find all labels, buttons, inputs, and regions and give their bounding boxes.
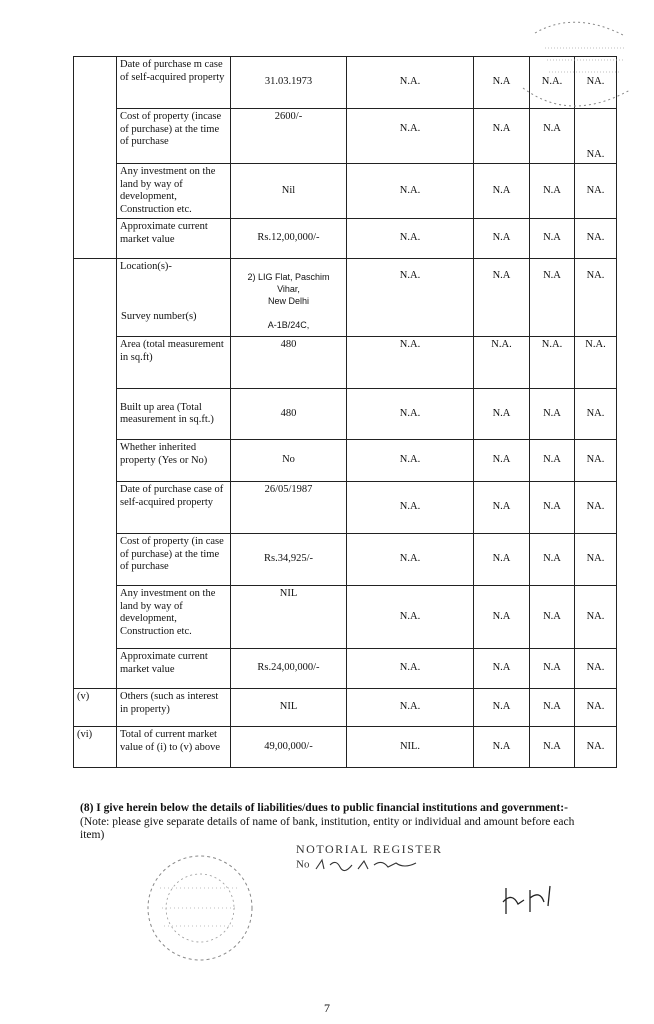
na-cell: N.A. [347, 219, 474, 259]
table-row [74, 649, 617, 689]
na-cell: N.A. [347, 482, 474, 534]
table-row [74, 440, 617, 482]
row-label: Approximate current market value [117, 649, 231, 689]
table-row [74, 259, 617, 337]
property-table [73, 56, 617, 768]
na-cell: N.A [474, 689, 530, 727]
location-line: New Delhi [267, 296, 309, 306]
na-cell: N.A [474, 482, 530, 534]
row-value: 31.03.1973 [231, 57, 347, 109]
na-cell: N.A [530, 440, 575, 482]
na-cell: NA. [575, 586, 617, 649]
na-cell: N.A [474, 164, 530, 219]
section-note: (Note: please give separate details of name of bank, institution, entity or individual and amount before each item) [80, 815, 575, 841]
na-cell: N.A. [530, 57, 575, 109]
na-cell: N.A [530, 109, 575, 164]
na-cell: NA. [575, 57, 617, 109]
row-value: NIL [231, 586, 347, 649]
na-cell: N.A [474, 586, 530, 649]
row-value: 26/05/1987 [231, 482, 347, 534]
na-cell: N.A [530, 259, 575, 337]
na-cell: N.A. [347, 586, 474, 649]
row-label: Date of purchase case of self-acquired property [117, 482, 231, 534]
na-cell: N.A. [575, 337, 617, 389]
na-cell: N.A [530, 649, 575, 689]
na-cell: N.A. [530, 337, 575, 389]
na-cell: NA. [575, 109, 617, 164]
blank-cell [74, 57, 117, 259]
table-row [74, 586, 617, 649]
table-row [74, 482, 617, 534]
na-cell: N.A [530, 534, 575, 586]
na-cell: N.A. [347, 440, 474, 482]
na-cell: N.A [474, 649, 530, 689]
row-value: 2600/- [231, 109, 347, 164]
na-cell: N.A. [347, 534, 474, 586]
row-label: Any investment on the land by way of development, Construction etc. [117, 586, 231, 649]
na-cell: N.A [530, 482, 575, 534]
table-row [74, 727, 617, 768]
row-value: Rs.12,00,000/- [231, 219, 347, 259]
survey-number-label: Survey number(s) [121, 311, 197, 322]
na-cell: N.A [530, 727, 575, 768]
table-row [74, 389, 617, 440]
table-row [74, 164, 617, 219]
na-cell: N.A [474, 219, 530, 259]
notorial-register-title: NOTORIAL REGISTER [296, 842, 443, 856]
survey-number-value: A-1B/24C, [267, 320, 310, 330]
row-value: 480 [231, 389, 347, 440]
na-cell: NA. [575, 389, 617, 440]
na-cell: N.A [530, 689, 575, 727]
liabilities-section [80, 802, 600, 843]
location-label-cell [117, 259, 231, 337]
na-cell: NA. [575, 727, 617, 768]
row-label: Any investment on the land by way of development, Construction etc. [117, 164, 231, 219]
na-cell: N.A [474, 440, 530, 482]
table-row [74, 337, 617, 389]
row-label: Total of current market value of (i) to (v) above [117, 727, 231, 768]
na-cell: N.A [474, 259, 530, 337]
na-cell: N.A. [347, 689, 474, 727]
item-number: (vi) [74, 727, 117, 768]
handwritten-register-number [312, 857, 422, 873]
na-cell: N.A. [347, 109, 474, 164]
notary-stamp-top [505, 8, 645, 118]
na-cell: NA. [575, 219, 617, 259]
blank-cell [74, 259, 117, 689]
na-cell: NA. [575, 482, 617, 534]
na-cell: NA. [575, 440, 617, 482]
row-label: Cost of property (in case of purchase) at the time of purchase [117, 534, 231, 586]
row-label: Cost of property (incase of purchase) at the time of purchase [117, 109, 231, 164]
na-cell: N.A [530, 586, 575, 649]
row-value: 49,00,000/- [231, 727, 347, 768]
na-cell: N.A. [474, 337, 530, 389]
na-cell: N.A. [347, 259, 474, 337]
row-label: Built up area (Total measurement in sq.ft.) [117, 389, 231, 440]
na-cell: NA. [575, 164, 617, 219]
na-cell: NIL. [347, 727, 474, 768]
location-line: 2) LIG Flat, Paschim [247, 272, 330, 282]
na-cell: N.A [474, 534, 530, 586]
item-number: (v) [74, 689, 117, 727]
na-cell: N.A [474, 389, 530, 440]
register-number [296, 857, 422, 873]
row-value: 480 [231, 337, 347, 389]
na-cell: N.A [474, 109, 530, 164]
location-line: Vihar, [277, 284, 300, 294]
row-value: Nil [231, 164, 347, 219]
na-cell: N.A [474, 57, 530, 109]
page-number: 7 [324, 1001, 330, 1015]
row-value: No [231, 440, 347, 482]
location-value [231, 259, 347, 337]
section-heading: (8) I give herein below the details of liabilities/dues to public financial institutions and government:- [80, 802, 568, 814]
row-label: Area (total measurement in sq.ft) [117, 337, 231, 389]
row-label: Others (such as interest in property) [117, 689, 231, 727]
na-cell: N.A [530, 164, 575, 219]
row-value: NIL [231, 689, 347, 727]
na-cell: NA. [575, 689, 617, 727]
na-cell: N.A. [347, 649, 474, 689]
location-label: Location(s)- [120, 261, 172, 272]
na-cell: N.A. [347, 337, 474, 389]
register-number-prefix: No [296, 858, 310, 871]
na-cell: NA. [575, 534, 617, 586]
table-row [74, 534, 617, 586]
row-label: Approximate current market value [117, 219, 231, 259]
signature [500, 880, 560, 920]
na-cell: N.A [530, 389, 575, 440]
na-cell: N.A. [347, 57, 474, 109]
na-cell: NA. [575, 259, 617, 337]
row-label: Date of purchase m case of self-acquired property [117, 57, 231, 109]
row-label: Whether inherited property (Yes or No) [117, 440, 231, 482]
na-cell: NA. [575, 649, 617, 689]
na-cell: N.A. [347, 164, 474, 219]
na-cell: N.A. [347, 389, 474, 440]
na-cell: N.A [530, 219, 575, 259]
table-row [74, 219, 617, 259]
row-value: Rs.24,00,000/- [231, 649, 347, 689]
table-row [74, 689, 617, 727]
na-cell: N.A [474, 727, 530, 768]
notary-seal [140, 848, 260, 968]
row-value: Rs.34,925/- [231, 534, 347, 586]
